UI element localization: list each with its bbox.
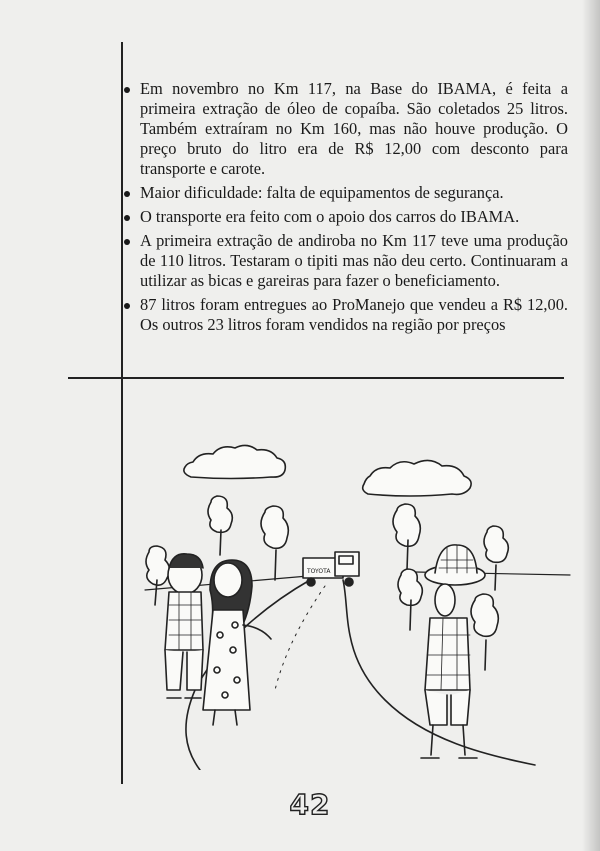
bullet-item: O transporte era feito com o apoio dos carros do IBAMA. [122,207,568,227]
road-illustration [125,440,575,770]
child-boy [165,554,203,698]
page-number: 42 [289,788,331,821]
bullet-item: Em novembro no Km 117, na Base do IBAMA, é feita a primeira extração de óleo de copaíba. São coletados 25 litros. Também extraíram no Km 160, mas não houve produção. O preço bruto do litro era de R$ 12,00 com desconto para transporte e carote. [122,79,568,179]
cloud-right [363,460,471,496]
man-with-hat [421,545,485,758]
cloud-left [184,445,285,478]
bullet-item: Maior dificuldade: falta de equipamentos de segurança. [122,183,568,203]
page-edge-shadow [582,0,600,851]
truck-label: TOYOTA [307,568,331,575]
bullet-list [122,79,568,339]
truck [303,552,359,586]
bullet-item: 87 litros foram entregues ao ProManejo que vendeu a R$ 12,00. Os outros 23 litros foram vendidos na região por preços [122,295,568,335]
bullet-item: A primeira extração de andiroba no Km 117 teve uma produção de 110 litros. Testaram o tipiti mas não deu certo. Continuaram a utilizar as bicas e gareiras para fazer o beneficiamento. [122,231,568,291]
child-girl [203,560,271,725]
horizontal-rule [68,377,564,379]
